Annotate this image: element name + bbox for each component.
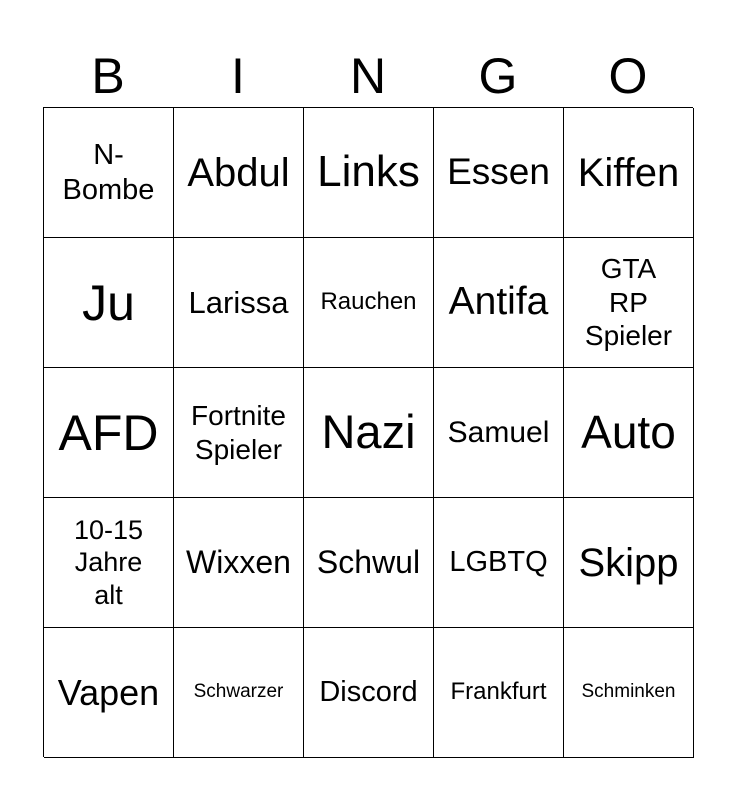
bingo-header	[43, 44, 693, 108]
bingo-cell[interactable]: Schwarzer	[174, 628, 304, 758]
bingo-cell[interactable]: Vapen	[44, 628, 174, 758]
bingo-cell[interactable]: 10-15 Jahre alt	[44, 498, 174, 628]
bingo-board	[43, 107, 693, 757]
bingo-cell[interactable]: Schwul	[304, 498, 434, 628]
bingo-cell[interactable]: Essen	[434, 108, 564, 238]
header-letter-g: G	[478, 48, 518, 104]
bingo-cell[interactable]: Links	[304, 108, 434, 238]
bingo-cell[interactable]: Larissa	[174, 238, 304, 368]
bingo-cell[interactable]: LGBTQ	[434, 498, 564, 628]
bingo-cell[interactable]: Auto	[564, 368, 694, 498]
bingo-cell[interactable]: Antifa	[434, 238, 564, 368]
header-letter-b: B	[91, 48, 125, 104]
bingo-cell[interactable]: Rauchen	[304, 238, 434, 368]
bingo-cell[interactable]: Skipp	[564, 498, 694, 628]
bingo-cell[interactable]: Nazi	[304, 368, 434, 498]
bingo-cell[interactable]: Fortnite Spieler	[174, 368, 304, 498]
bingo-cell[interactable]: GTA RP Spieler	[564, 238, 694, 368]
header-letter-o: O	[608, 48, 648, 104]
bingo-cell[interactable]: N-Bombe	[44, 108, 174, 238]
bingo-cell[interactable]: Wixxen	[174, 498, 304, 628]
header-letter-i: I	[231, 48, 245, 104]
bingo-cell[interactable]: Schminken	[564, 628, 694, 758]
header-letter-n: N	[349, 48, 387, 104]
bingo-cell[interactable]: AFD	[44, 368, 174, 498]
bingo-cell[interactable]: Kiffen	[564, 108, 694, 238]
bingo-cell[interactable]: Ju	[44, 238, 174, 368]
bingo-cell[interactable]: Discord	[304, 628, 434, 758]
bingo-cell[interactable]: Samuel	[434, 368, 564, 498]
bingo-cell[interactable]: Abdul	[174, 108, 304, 238]
bingo-cell[interactable]: Frankfurt	[434, 628, 564, 758]
